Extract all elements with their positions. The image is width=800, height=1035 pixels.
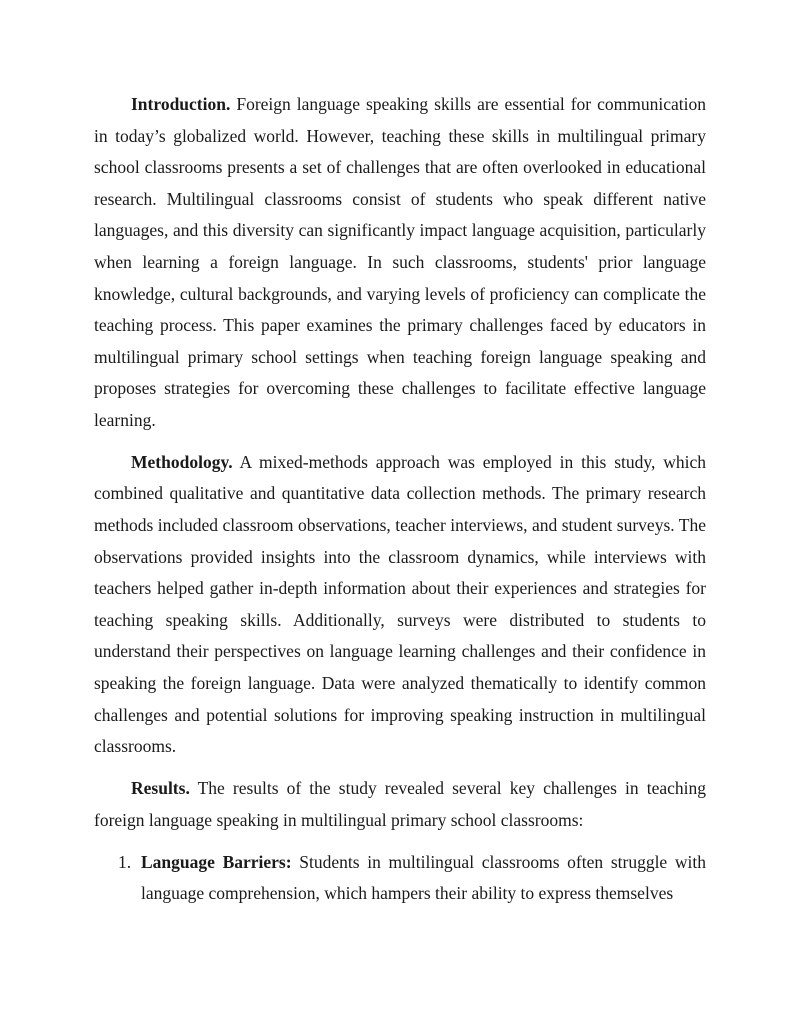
results-heading: Results.: [131, 778, 190, 799]
list-item: [94, 847, 706, 910]
introduction-body: Foreign language speaking skills are essential for communication in today’s globalized world. However, teaching these skills in multilingual primary school classrooms presents a set of challenges that are often overlooked in educational research. Multilingual classrooms consist of students who speak different native languages, and this diversity can significantly impact language acquisition, particularly when learning a foreign language. In such classrooms, students' prior language knowledge, cultural backgrounds, and varying levels of proficiency can complicate the teaching process. This paper examines the primary challenges faced by educators in multilingual primary school settings when teaching foreign language speaking and proposes strategies for overcoming these challenges to facilitate effective language learning.: [94, 94, 706, 430]
list-item-body: Students in multilingual classrooms often struggle with language comprehension, which hampers their ability to express themselves: [141, 851, 706, 904]
results-paragraph: [94, 773, 706, 836]
list-item-number: 1.: [118, 851, 132, 872]
results-list: [94, 847, 706, 910]
list-item-title: Language Barriers:: [141, 851, 292, 872]
methodology-paragraph: [94, 447, 706, 763]
results-body: The results of the study revealed several key challenges in teaching foreign language speaking in multilingual primary school classrooms:: [94, 778, 706, 830]
methodology-body: A mixed-methods approach was employed in this study, which combined qualitative and quantitative data collection methods. The primary research methods included classroom observations, teacher interviews, and student surveys. The observations provided insights into the classroom dynamics, while interviews with teachers helped gather in-depth information about their experiences and strategies for teaching speaking skills. Additionally, surveys were distributed to students to understand their perspectives on language learning challenges and their confidence in speaking the foreign language. Data were analyzed thematically to identify common challenges and potential solutions for improving speaking instruction in multilingual classrooms.: [94, 451, 706, 757]
methodology-heading: Methodology.: [131, 451, 233, 472]
introduction-paragraph: [94, 89, 706, 437]
paper-page: [94, 89, 706, 910]
introduction-heading: Introduction.: [131, 94, 231, 114]
